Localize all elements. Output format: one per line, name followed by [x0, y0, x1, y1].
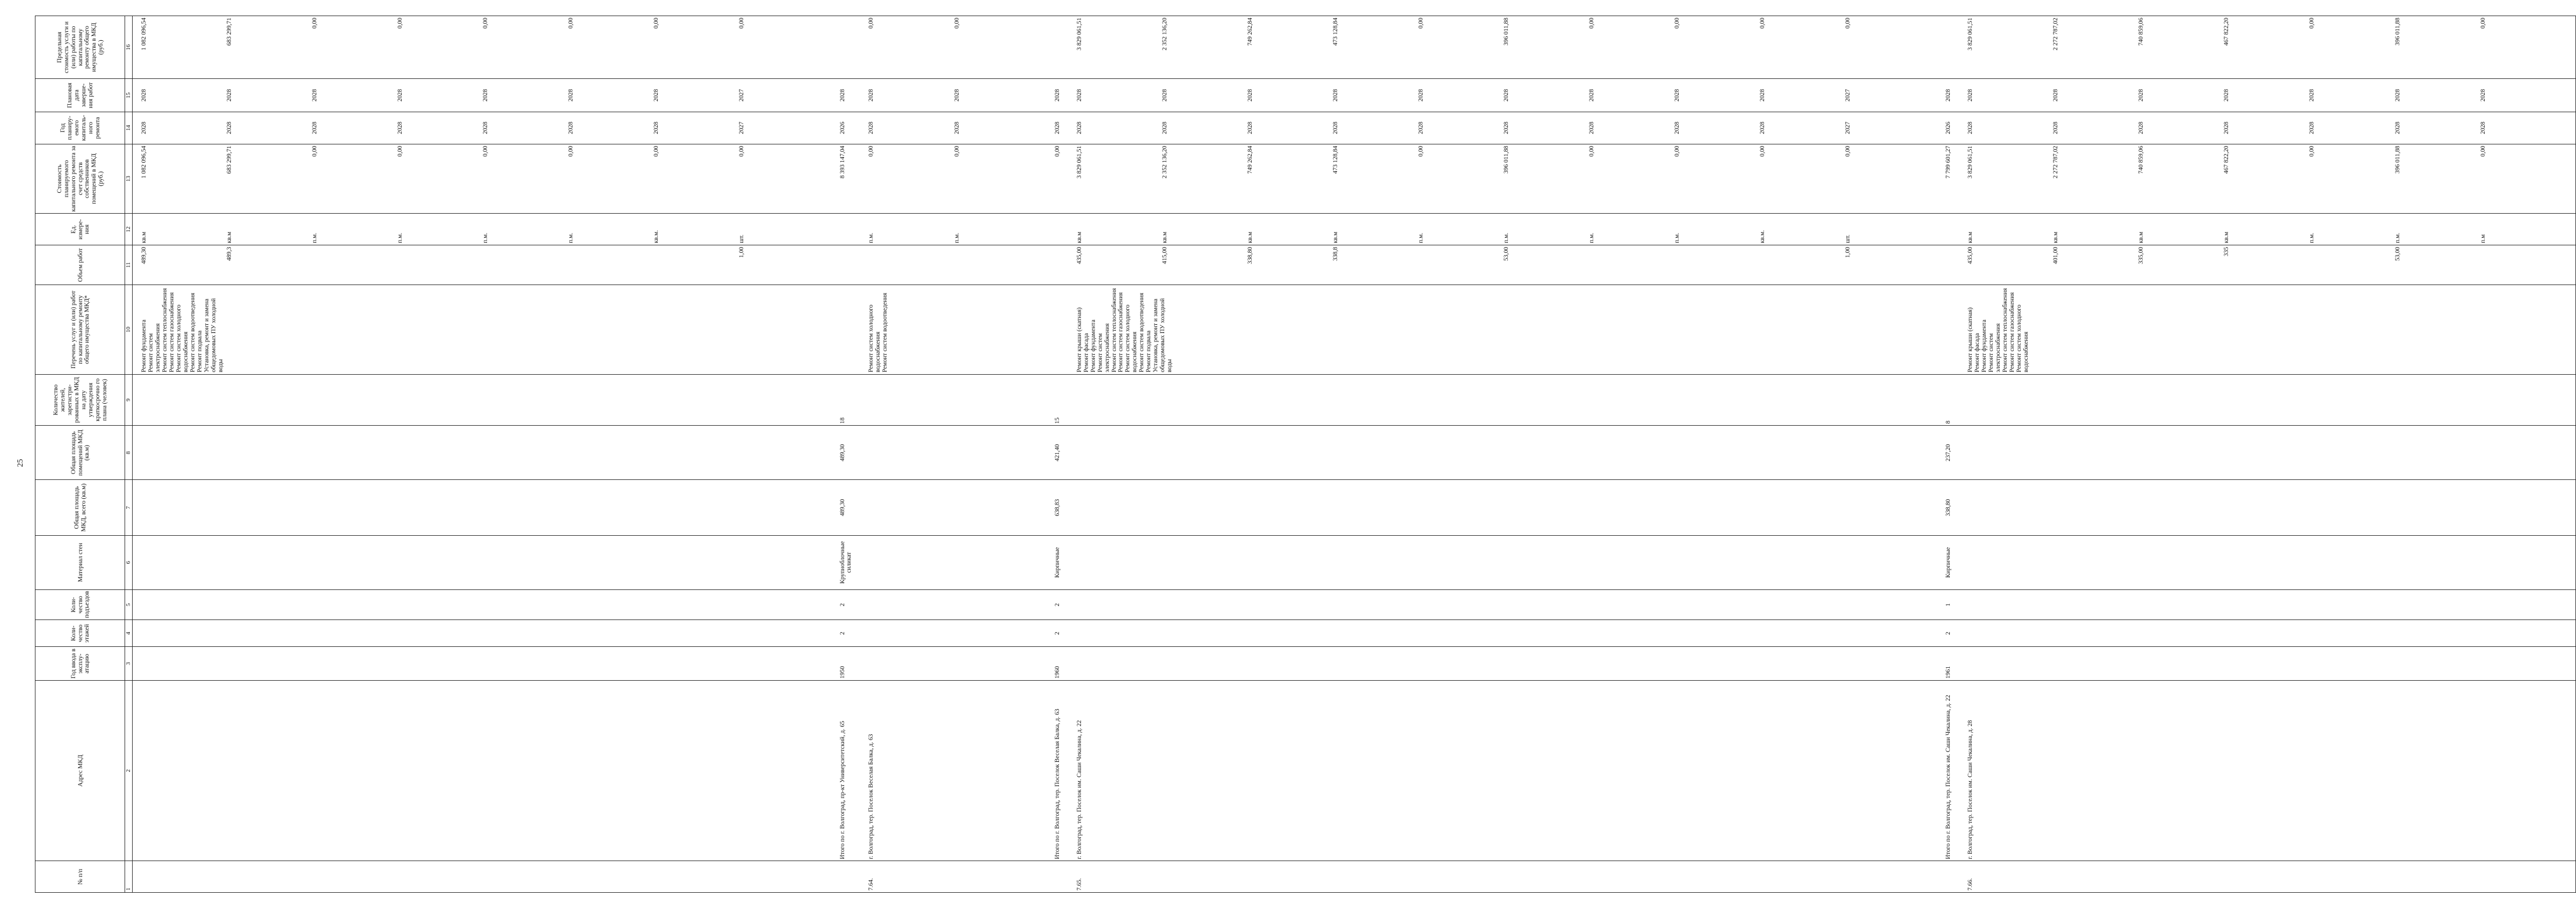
list-item: 2028 — [2393, 121, 2401, 134]
list-item: п.м — [2479, 234, 2486, 243]
list-item: 0,00 — [867, 18, 875, 29]
list-item: п.м. — [953, 232, 960, 243]
rotated-page — [35, 16, 2486, 893]
header-cell: Ед. измере-ния — [35, 214, 125, 245]
list-item: 0,00 — [396, 145, 404, 157]
list-item: 489,30 — [140, 246, 147, 264]
list-item: Ремонт крыши (скатная) — [1075, 307, 1083, 373]
list-item: 2 352 136,20 — [1160, 18, 1168, 50]
list-item: 0,00 — [2479, 145, 2486, 157]
subtotal-row — [1940, 16, 1959, 893]
total-area: 489,30 — [835, 480, 860, 535]
list-item: Ремонт систем теплоснабжения — [1110, 288, 1118, 373]
column-number: 10 — [125, 285, 133, 374]
list-item — [1417, 247, 1503, 283]
list-item: 3 829 061,51 — [1967, 145, 1974, 179]
list-item: 2028 — [2308, 89, 2316, 102]
header-cell: Объем работ — [35, 245, 125, 285]
list-item: 0,00 — [867, 145, 875, 157]
list-item: Ремонт систем электроснабжения — [147, 323, 161, 373]
column-number: 3 — [125, 647, 133, 681]
column-number: 9 — [125, 374, 133, 426]
list-item: 2028 — [1502, 89, 1510, 102]
list-item: п.м. — [1417, 232, 1424, 243]
list-item: 0,00 — [1844, 18, 1852, 29]
list-item: 2028 — [1673, 89, 1681, 102]
list-item: 2028 — [1331, 121, 1339, 134]
cost-list — [1068, 144, 1941, 214]
subtotal-row — [1049, 16, 1068, 893]
year-list — [133, 112, 835, 144]
list-item: 2028 — [2479, 121, 2486, 134]
list-item: кв.м — [1075, 231, 1083, 243]
header-cell: Количество жителей, зарегистри-рованных в МКД на дату утверждения краткосрочно го плана (человек) — [35, 374, 125, 426]
table-row — [860, 16, 1049, 893]
list-item: 415,00 — [1160, 246, 1168, 264]
list-item: 0,00 — [1417, 145, 1424, 157]
total-area: 638,83 — [1049, 480, 1068, 535]
list-item — [1588, 247, 1673, 283]
list-item: 0,00 — [1844, 145, 1852, 157]
list-item: п.м. — [396, 232, 404, 243]
residents: 15 — [1049, 374, 1068, 426]
list-item — [2308, 247, 2393, 283]
list-item: 0,00 — [652, 18, 660, 29]
list-item: 2027 — [1844, 121, 1852, 134]
build-year: 1960 — [1049, 647, 1068, 681]
list-item: шт. — [738, 234, 745, 243]
list-item: 3 829 061,51 — [1075, 145, 1083, 179]
list-item: 2028 — [2137, 121, 2145, 134]
premises-area: 421,40 — [1049, 426, 1068, 480]
list-item: кв.м — [1331, 231, 1339, 243]
list-item: Ремонт фундамента — [140, 319, 147, 373]
list-item: 0,00 — [1759, 145, 1766, 157]
list-item: Ремонт фасада — [1973, 333, 1981, 373]
list-item: 2028 — [2137, 89, 2145, 102]
list-item: 2028 — [311, 89, 318, 102]
address: г. Волгоград, тер. Поселок им. Саши Чекалина, д. 22 — [1068, 681, 1941, 861]
works-list — [1959, 285, 2575, 374]
list-item: 3 829 061,51 — [1967, 18, 1974, 50]
list-item: кв.м — [1160, 231, 1168, 243]
header-cell: Год ввода в эксплу-атацию — [35, 647, 125, 681]
limit-cost-list — [860, 16, 1049, 79]
list-item: 338,80 — [1246, 246, 1253, 264]
list-item: Ремонт систем электроснабжения — [1096, 323, 1111, 373]
list-item: Ремонт систем газоснабжения — [2008, 292, 2016, 373]
list-item: Ремонт систем теплоснабжения — [161, 288, 168, 373]
header-row — [35, 16, 125, 893]
list-item: 2028 — [482, 121, 489, 134]
column-number: 7 — [125, 480, 133, 535]
floors: 2 — [1049, 620, 1068, 647]
list-item: п.м. — [1502, 232, 1510, 243]
list-item: 2028 — [1160, 121, 1168, 134]
entrances: 2 — [835, 589, 860, 620]
list-item: 2028 — [140, 89, 147, 102]
build-year: 1961 — [1940, 647, 1959, 681]
list-item: 2028 — [1587, 121, 1595, 134]
header-cell: Предельная стоимость услуги и (или) работы по капитальному ремонту общего имущества в МКД (руб.) — [35, 16, 125, 79]
list-item: 489,3 — [226, 246, 233, 261]
list-item: 2028 — [652, 121, 660, 134]
list-item: 335,00 — [2137, 246, 2145, 264]
works-list — [860, 285, 1049, 374]
list-item: 2028 — [1759, 89, 1766, 102]
unit-list — [860, 214, 1049, 245]
list-item: 2028 — [1417, 89, 1424, 102]
list-item: Ремонт систем газоснабжения — [168, 292, 175, 373]
unit-list — [1068, 214, 1941, 245]
list-item: 2028 — [1075, 89, 1083, 102]
list-item: 2028 — [140, 121, 147, 134]
list-item: 0,00 — [567, 145, 575, 157]
cost-list — [133, 144, 835, 214]
plan-year: 2028 — [1049, 112, 1068, 144]
list-item: 0,00 — [1673, 145, 1681, 157]
list-item — [482, 247, 567, 283]
total-area: 338,80 — [1940, 480, 1959, 535]
header-cell: Год планиру-емого капиталь-ного ремонта — [35, 112, 125, 144]
list-item: 2028 — [567, 89, 575, 102]
list-item: 396 011,88 — [2393, 18, 2401, 46]
build-year: 1950 — [835, 647, 860, 681]
column-number-row — [125, 16, 133, 893]
header-cell: Стоимость планируемого капитального ремонта за счет средств собственников помещений в МКД (руб.) — [35, 144, 125, 214]
column-number: 5 — [125, 589, 133, 620]
total-cost: 7 799 601,27 — [1940, 144, 1959, 214]
list-item: 2028 — [1417, 121, 1424, 134]
list-item: п.м. — [867, 232, 875, 243]
list-item: Ремонт фасада — [1082, 333, 1090, 373]
list-item: 1 082 096,54 — [140, 18, 147, 50]
list-item: 401,00 — [2052, 246, 2059, 264]
list-item: Ремонт подвала — [1145, 330, 1152, 373]
header-cell: Адрес МКД — [35, 681, 125, 861]
list-item: 2 272 787,02 — [2052, 145, 2059, 179]
list-item: 3 829 061,51 — [1075, 18, 1083, 50]
list-item: Ремонт фундамента — [1089, 319, 1097, 373]
list-item: кв.м — [2052, 231, 2059, 243]
end-date: 2028 — [1940, 79, 1959, 112]
list-item: 2028 — [1075, 121, 1083, 134]
residents: 18 — [835, 374, 860, 426]
list-item: 0,00 — [1587, 145, 1595, 157]
volume-list — [1959, 245, 2575, 285]
list-item: 0,00 — [567, 18, 575, 29]
list-item: п.м. — [311, 232, 318, 243]
plan-year: 2026 — [835, 112, 860, 144]
row-number: 7.64. — [860, 861, 1049, 893]
list-item: Ремонт крыши (скатная) — [1967, 307, 1974, 373]
table-row — [133, 16, 835, 893]
list-item: 396 011,88 — [2393, 145, 2401, 174]
list-item: Ремонт подвала — [195, 330, 203, 373]
list-item: 0,00 — [311, 145, 318, 157]
column-number: 8 — [125, 426, 133, 480]
list-item: 0,00 — [953, 145, 960, 157]
list-item: 0,00 — [1587, 18, 1595, 29]
end-date-list — [1068, 79, 1941, 112]
list-item: Ремонт систем газоснабжения — [1117, 292, 1124, 373]
column-number: 13 — [125, 144, 133, 214]
list-item: 0,00 — [652, 145, 660, 157]
list-item: 2028 — [2223, 121, 2230, 134]
year-list — [860, 112, 1049, 144]
list-item: 0,00 — [2479, 18, 2486, 29]
header-cell: Общая площадь помещений МКД (кв.м) — [35, 426, 125, 480]
list-item: 2028 — [396, 121, 404, 134]
limit-cost-list — [1068, 16, 1941, 79]
list-item: 0,00 — [2308, 145, 2316, 157]
list-item: Ремонт систем холодного водоснабжения — [2015, 304, 2030, 373]
list-item: 2028 — [1759, 121, 1766, 134]
list-item: 1 082 096,54 — [140, 145, 147, 179]
address: г. Волгоград, тер. Поселок им. Саши Чекалина, д. 28 — [1959, 681, 2575, 861]
year-list — [1959, 112, 2575, 144]
cost-list — [860, 144, 1049, 214]
list-item: 2028 — [2393, 89, 2401, 102]
list-item: п.м. — [567, 232, 575, 243]
list-item: 2028 — [953, 121, 960, 134]
list-item: кв.м — [140, 231, 147, 243]
entrances: 2 — [1049, 589, 1068, 620]
list-item: Ремонт систем теплоснабжения — [2001, 288, 2009, 373]
volume-list — [133, 245, 835, 285]
list-item: 749 262,84 — [1246, 145, 1253, 174]
list-item: 0,00 — [1417, 18, 1424, 29]
column-number: 2 — [125, 681, 133, 861]
wall-material: Кирпичные — [1049, 535, 1068, 589]
works-list — [1068, 285, 1941, 374]
row-number: 7.66. — [1959, 861, 2575, 893]
list-item: кв.м. — [652, 230, 660, 243]
table-row — [1068, 16, 1941, 893]
list-item: 467 822,20 — [2223, 145, 2230, 174]
list-item: 2028 — [867, 121, 875, 134]
column-number: 15 — [125, 79, 133, 112]
column-number: 16 — [125, 16, 133, 79]
list-item — [311, 247, 396, 283]
subtotal-label: Итого по г. Волгоград, тер. Поселок им. Саши Чекалина, д. 22 — [1940, 681, 1959, 861]
address: г. Волгоград, тер. Поселок Веселая Балка, д. 63 — [860, 681, 1049, 861]
column-number: 6 — [125, 535, 133, 589]
column-number: 1 — [125, 861, 133, 893]
list-item: Ремонт систем холодного водоснабжения — [1124, 304, 1138, 373]
subtotal-label: Итого по г. Волгоград, тер. Поселок Веселая Балка, д. 63 — [1049, 681, 1068, 861]
list-item: 2028 — [1967, 89, 1974, 102]
list-item: 53,00 — [2393, 246, 2401, 261]
end-date-list — [133, 79, 835, 112]
list-item: 2028 — [226, 121, 233, 134]
list-item: 2028 — [396, 89, 404, 102]
list-item — [2479, 247, 2565, 283]
wall-material: Кирпичные — [1940, 535, 1959, 589]
list-item — [1673, 247, 1759, 283]
list-item: Установка, ремонт и замена общедомовых ПУ холодной воды — [202, 298, 224, 373]
list-item: 2028 — [867, 89, 875, 102]
list-item: Ремонт систем водоотведения — [188, 293, 196, 373]
list-item: 2027 — [738, 121, 745, 134]
list-item: 2 272 787,02 — [2052, 18, 2059, 50]
wall-material: Крупноблочные силикат — [835, 535, 860, 589]
list-item: 2028 — [1246, 89, 1253, 102]
list-item: 2028 — [1967, 121, 1974, 134]
page-number: 25 — [16, 459, 25, 467]
list-item: 2028 — [1160, 89, 1168, 102]
list-item: 2028 — [311, 121, 318, 134]
header-cell: Коли-чество этажей — [35, 620, 125, 647]
volume-list — [1068, 245, 1941, 285]
list-item: 396 011,88 — [1502, 145, 1510, 174]
floors: 2 — [1940, 620, 1959, 647]
list-item: п.м. — [482, 232, 489, 243]
list-item: Ремонт систем электроснабжения — [1987, 323, 2002, 373]
premises-area: 237,20 — [1940, 426, 1959, 480]
list-item: кв.м — [2223, 231, 2230, 243]
limit-cost-list — [133, 16, 835, 79]
list-item: 0,00 — [1673, 18, 1681, 29]
residents: 8 — [1940, 374, 1959, 426]
list-item: 0,00 — [2308, 18, 2316, 29]
list-item: 0,00 — [738, 18, 745, 29]
limit-cost-list — [1959, 16, 2575, 79]
list-item: п.м. — [1587, 232, 1595, 243]
list-item: Ремонт систем холодного водоснабжения — [175, 304, 189, 373]
subtotal-row — [835, 16, 860, 893]
list-item: Ремонт систем холодного водоснабжения — [867, 304, 882, 373]
list-item: 0,00 — [396, 18, 404, 29]
unit-list — [133, 214, 835, 245]
list-item: кв.м — [226, 231, 233, 243]
list-item: 2027 — [738, 89, 745, 102]
header-cell: Перечень услуг и (или) работ по капитальному ремонту общего имущества МКД* — [35, 285, 125, 374]
list-item: 1,00 — [1844, 246, 1852, 258]
list-item: 1,00 — [738, 246, 745, 258]
list-item — [652, 247, 738, 283]
list-item: 2028 — [567, 121, 575, 134]
list-item: 740 859,06 — [2137, 18, 2145, 46]
list-item: 2028 — [2223, 89, 2230, 102]
list-item: 2028 — [226, 89, 233, 102]
year-list — [1068, 112, 1941, 144]
list-item: Ремонт систем водоотведения — [1138, 293, 1145, 373]
list-item — [396, 247, 482, 283]
table-row — [1959, 16, 2575, 893]
header-cell: Плановая дата заверше-ния работ — [35, 79, 125, 112]
list-item: кв.м — [1967, 231, 1974, 243]
end-date-list — [1959, 79, 2575, 112]
list-item: Ремонт фундамента — [1980, 319, 1988, 373]
list-item: 2028 — [1587, 89, 1595, 102]
list-item: 0,00 — [482, 18, 489, 29]
premises-area: 489,30 — [835, 426, 860, 480]
list-item: 0,00 — [738, 145, 745, 157]
list-item: 683 299,71 — [226, 145, 233, 174]
list-item: п.м. — [1673, 232, 1681, 243]
list-item: Ремонт систем водоотведения — [881, 293, 889, 373]
list-item: кв.м. — [1759, 230, 1766, 243]
total-cost: 8 393 147,04 — [835, 144, 860, 214]
list-item: п.м. — [2308, 232, 2316, 243]
list-item: 749 262,84 — [1246, 18, 1253, 46]
list-item: шт. — [1844, 234, 1852, 243]
list-item: 683 299,71 — [226, 18, 233, 46]
list-item: 435,00 — [1967, 246, 1974, 264]
end-date: 2028 — [835, 79, 860, 112]
list-item: п.м. — [2393, 232, 2401, 243]
capital-repair-table — [35, 16, 2576, 893]
header-cell: Общая площадь МКД, всего (кв.м) — [35, 480, 125, 535]
column-number: 4 — [125, 620, 133, 647]
header-cell: № п/п — [35, 861, 125, 893]
plan-year: 2026 — [1940, 112, 1959, 144]
list-item: 0,00 — [482, 145, 489, 157]
row-number: 7.65. — [1068, 861, 1941, 893]
list-item: 2028 — [2052, 89, 2059, 102]
list-item: 2028 — [1502, 121, 1510, 134]
list-item — [567, 247, 652, 283]
list-item: 53,00 — [1502, 246, 1510, 261]
list-item — [1759, 247, 1844, 283]
list-item: 2028 — [1673, 121, 1681, 134]
header-cell: Материал стен — [35, 535, 125, 589]
column-number: 14 — [125, 112, 133, 144]
total-cost: 0,00 — [1049, 144, 1068, 214]
entrances: 1 — [1940, 589, 1959, 620]
unit-list — [1959, 214, 2575, 245]
works-list — [133, 285, 835, 374]
list-item: 740 859,06 — [2137, 145, 2145, 174]
list-item: 2028 — [953, 89, 960, 102]
list-item: 2028 — [2308, 121, 2316, 134]
list-item: 473 128,84 — [1331, 145, 1339, 174]
list-item: 338,8 — [1331, 246, 1339, 261]
list-item: 2 352 136,20 — [1160, 145, 1168, 179]
end-date: 2028 — [1049, 79, 1068, 112]
list-item: 2028 — [482, 89, 489, 102]
list-item: 335 — [2223, 246, 2230, 257]
list-item: кв.м — [2137, 231, 2145, 243]
list-item: 0,00 — [311, 18, 318, 29]
list-item: 435,00 — [1075, 246, 1083, 264]
list-item: 0,00 — [953, 18, 960, 29]
list-item: 467 822,20 — [2223, 18, 2230, 46]
list-item: 396 011,88 — [1502, 18, 1510, 46]
list-item: 2028 — [1246, 121, 1253, 134]
list-item: 2027 — [1844, 89, 1852, 102]
list-item: 2028 — [1331, 89, 1339, 102]
end-date-list — [860, 79, 1049, 112]
list-item: кв.м — [1246, 231, 1253, 243]
header-cell: Коли-чество подъездов — [35, 589, 125, 620]
column-number: 11 — [125, 245, 133, 285]
list-item: 2028 — [652, 89, 660, 102]
column-number: 12 — [125, 214, 133, 245]
list-item: 2028 — [2052, 121, 2059, 134]
cost-list — [1959, 144, 2575, 214]
floors: 2 — [835, 620, 860, 647]
list-item: Установка, ремонт и замена общедомовых ПУ холодной воды — [1152, 298, 1173, 373]
list-item: 473 128,84 — [1331, 18, 1339, 46]
subtotal-label: Итого по г. Волгоград, пр-кт Университетский, д. 65 — [835, 681, 860, 861]
list-item: 2028 — [2479, 89, 2486, 102]
list-item: 0,00 — [1759, 18, 1766, 29]
